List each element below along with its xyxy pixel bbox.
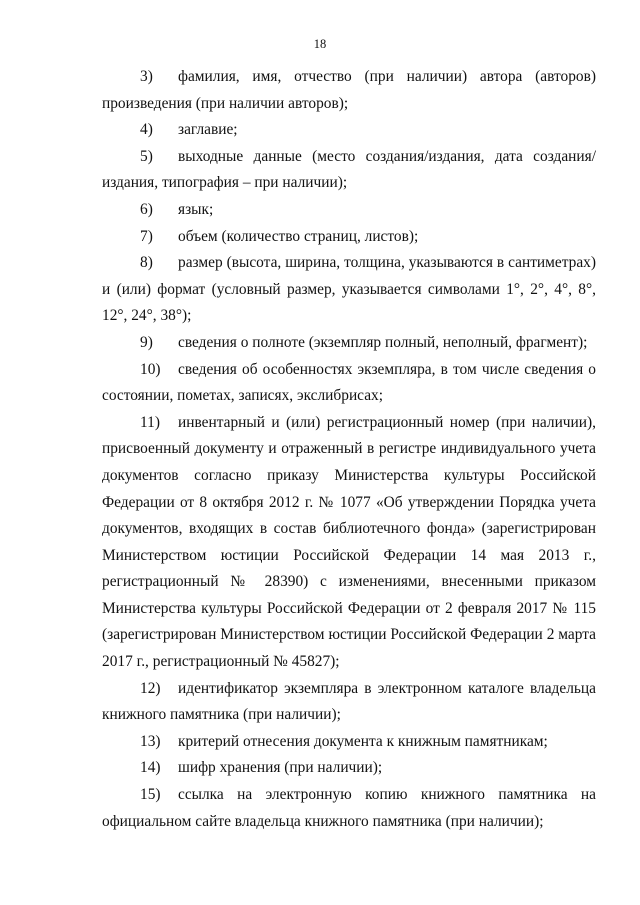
item-number: 3) <box>140 68 153 85</box>
list-item <box>102 144 596 197</box>
item-number: 13) <box>140 732 161 750</box>
item-text: шифр хранения (при наличии); <box>178 759 383 777</box>
item-text: заглавие; <box>178 121 238 139</box>
list-item <box>102 357 596 410</box>
page-number: 18 <box>313 37 327 51</box>
item-number: 7) <box>140 227 153 245</box>
item-number: 5) <box>140 147 153 165</box>
list-item <box>102 782 596 835</box>
item-text: объем (количество страниц, листов); <box>178 227 419 245</box>
item-number: 11) <box>140 413 160 431</box>
list-item <box>102 250 596 330</box>
item-text: сведения об особенностях экземпляра, в том числе сведения о состоянии, пометах, записях, экслибрисах; <box>102 360 596 405</box>
list-item <box>102 755 596 782</box>
list-item <box>102 197 596 224</box>
list-item <box>102 676 596 729</box>
item-number: 12) <box>140 679 161 697</box>
list-item <box>102 224 596 251</box>
document-body <box>102 64 596 835</box>
item-text: критерий отнесения документа к книжным памятникам; <box>178 732 548 750</box>
item-text: сведения о полноте (экземпляр полный, неполный, фрагмент); <box>178 333 588 351</box>
item-text: фамилия, имя, отчество (при наличии) автора (авторов) произведения (при наличии авторов); <box>102 68 596 112</box>
item-text: размер (высота, ширина, толщина, указываются в сантиметрах) и (или) формат (условный размер, указывается символами 1°, 2°, 4°, 8°, 12°, 24°, 38°); <box>102 254 596 325</box>
item-number: 4) <box>140 121 153 139</box>
item-number: 10) <box>140 360 161 378</box>
item-text: инвентарный и (или) регистрационный номер (при наличии), присвоенный документу и отраженный в регистре индивидуального учета документов согласно приказу Министерства культуры Российской Федерации от 8 октября 2012 г. № 1077 «Об утверждении Порядка учета документов, входящих в состав библиотечного фонда» (зарегистрирован Министерством юстиции Российской Федерации 14 мая 2013 г., регистрационный № 28390) с изменениями, внесенными приказом Министерства культуры Российской Федерации от 2 февраля 2017 № 115 (зарегистрирован Министерством юстиции Российской Федерации 2 марта 2017 г., регистрационный № 45827); <box>102 413 596 671</box>
item-number: 15) <box>140 786 161 804</box>
item-text: ссылка на электронную копию книжного памятника на официальном сайте владельца книжного памятника (при наличии); <box>102 786 596 830</box>
item-number: 8) <box>140 254 153 272</box>
item-number: 14) <box>140 759 161 777</box>
list-item <box>102 117 596 144</box>
item-text: язык; <box>178 200 214 218</box>
list-item <box>102 410 596 676</box>
list-item <box>102 729 596 756</box>
list-item <box>102 64 596 117</box>
item-text: идентификатор экземпляра в электронном каталоге владельца книжного памятника (при наличии); <box>102 679 596 724</box>
item-number: 6) <box>140 200 153 218</box>
item-number: 9) <box>140 333 153 351</box>
item-text: выходные данные (место создания/издания, дата создания/издания, типография – при наличии); <box>102 147 596 192</box>
list-item <box>102 330 596 357</box>
